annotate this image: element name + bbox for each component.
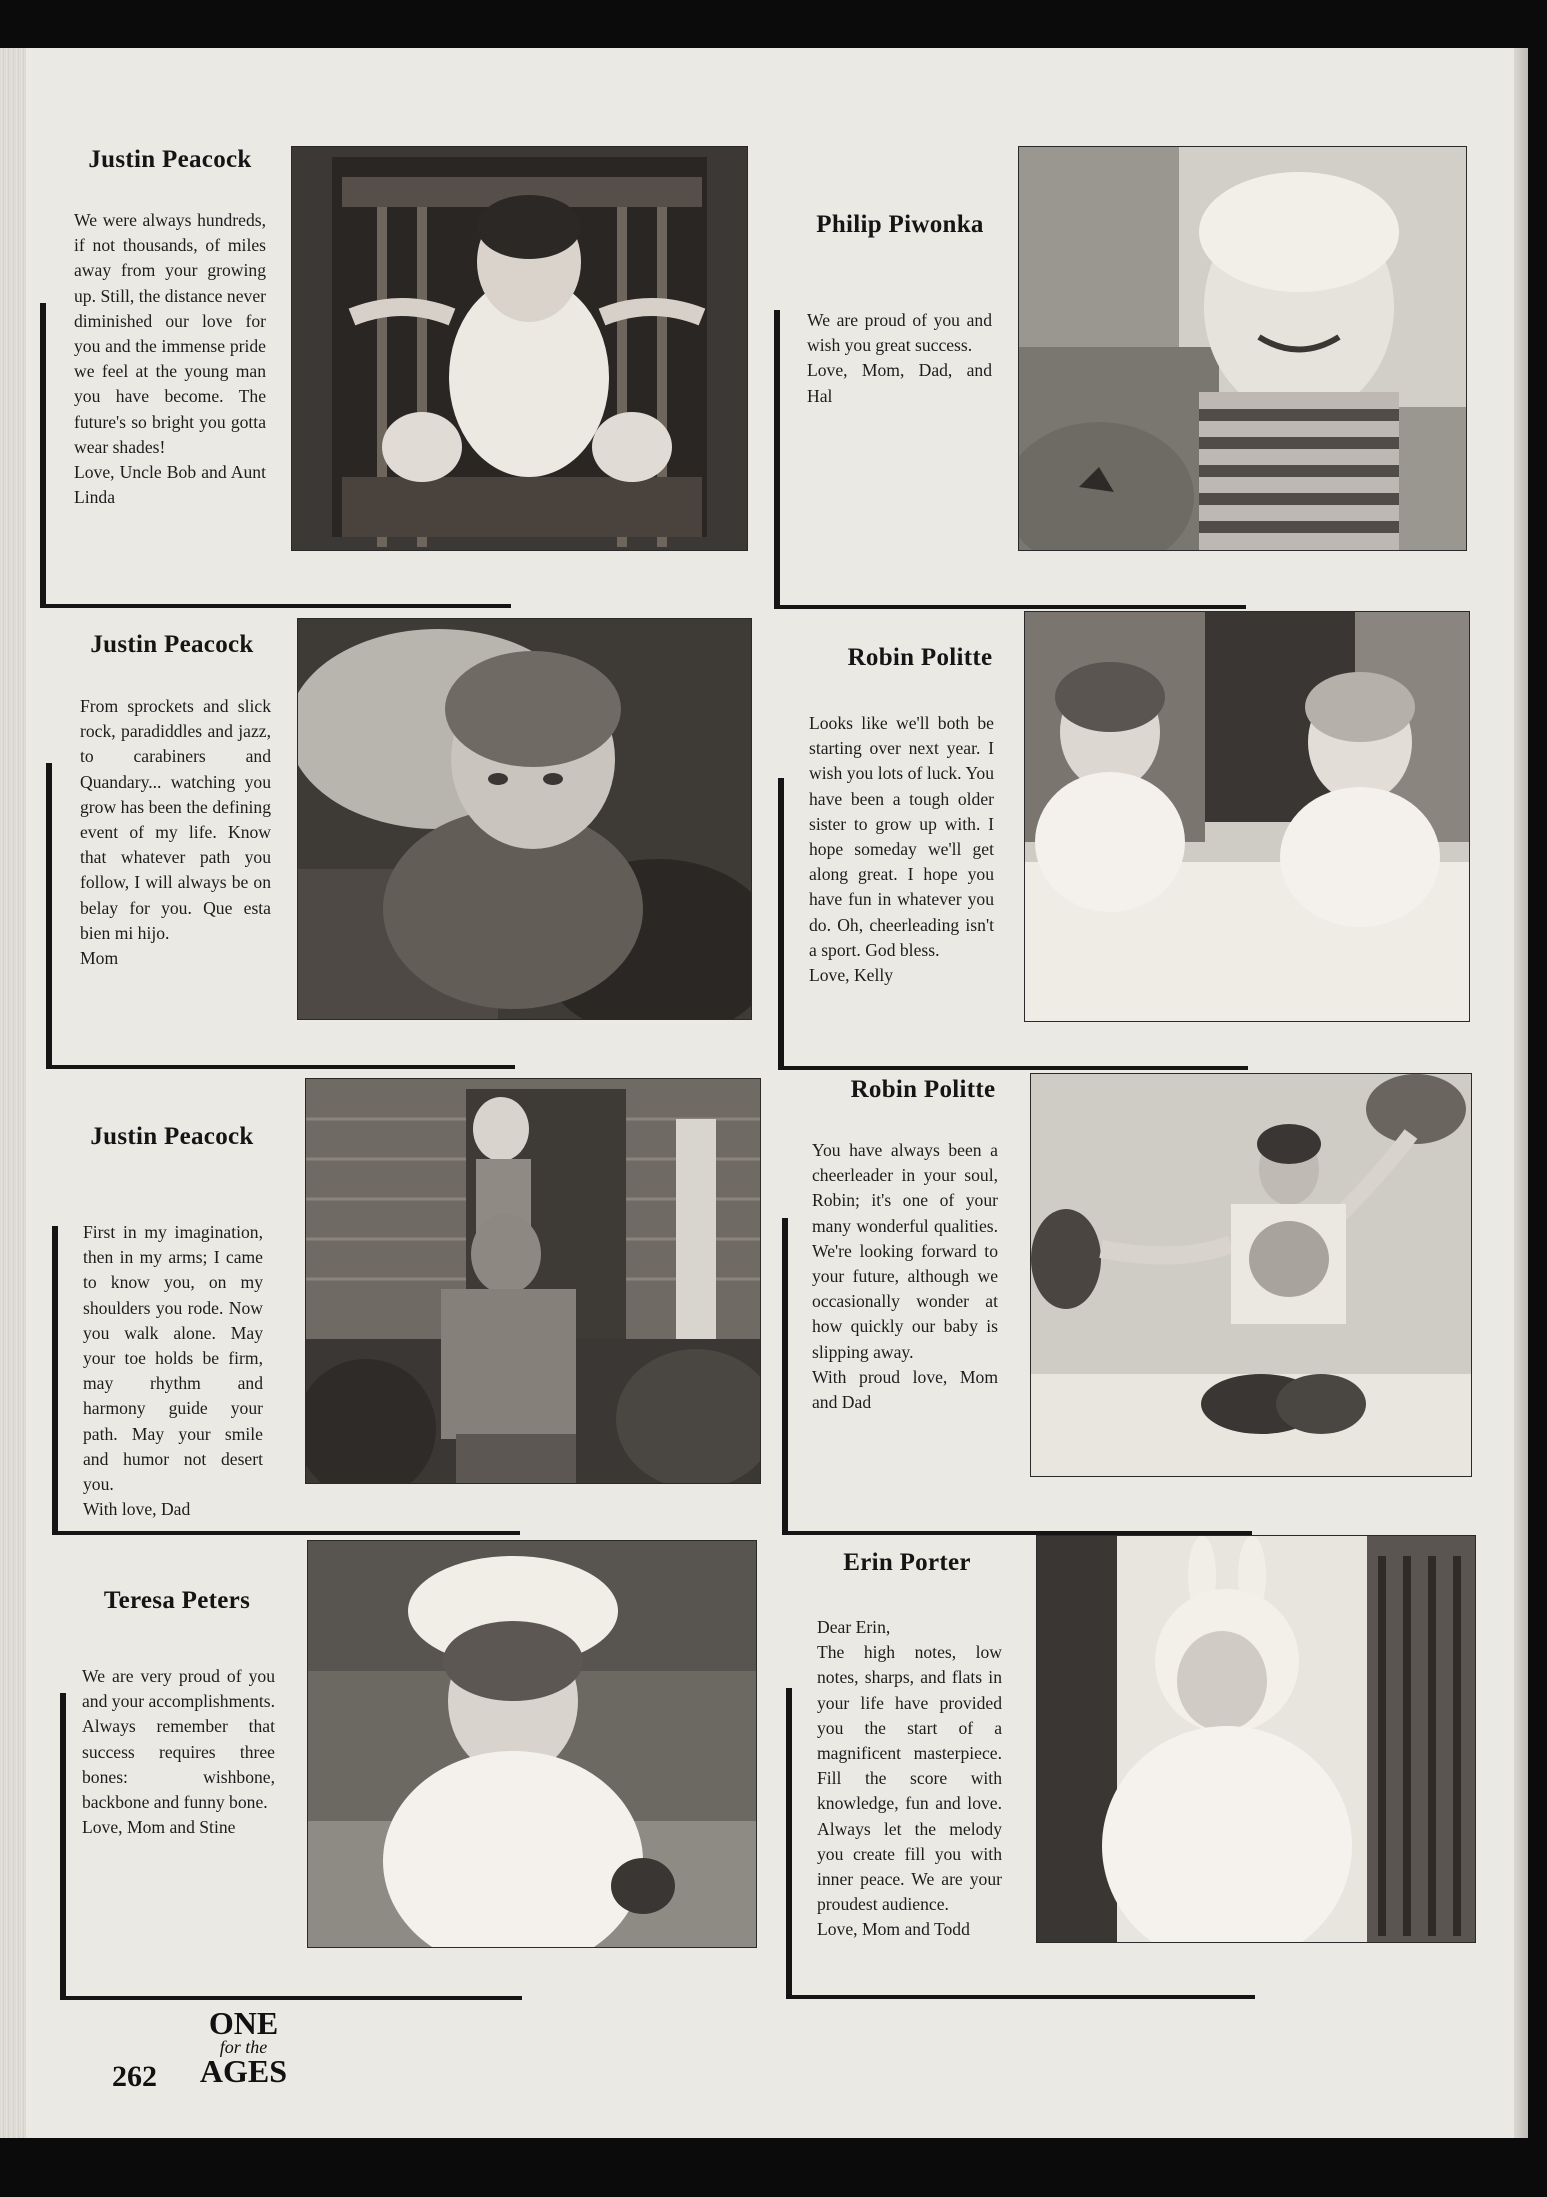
entry-message: We were always hundreds, if not thousands, of miles away from your growing up. Still, the distance never diminished our love for you and the immense pride we feel at the young man you have become. The future's so bright you gotta wear shades! Love, Uncle Bob and Aunt Linda <box>74 210 266 508</box>
one-for-the-ages-logo <box>186 2005 301 2089</box>
entry-name: Erin Porter <box>843 1549 971 1576</box>
entry-name: Philip Piwonka <box>816 211 984 238</box>
entry-message: From sprockets and slick rock, paradiddles and jazz, to carabiners and Quandary... watching you grow has been the defining event of my life. Know that whatever path you follow, I will always be on belay for you. Que esta bien mi hijo. Mom <box>80 696 271 969</box>
logo-line-one: ONE <box>208 2005 279 2041</box>
page-spine <box>1514 48 1528 2138</box>
yearbook-page <box>0 48 1528 2138</box>
toddler-with-rock-photo <box>297 618 752 1020</box>
entry-name: Justin Peacock <box>90 1123 254 1150</box>
entry-message: We are very proud of you and your accomplishments. Always remember that success requires three bones: wishbone, backbone and funny bone. Love, Mom and Stine <box>82 1666 275 1838</box>
entry-message: First in my imagination, then in my arms; I came to know you, on my shoulders you rode. Now you walk alone. May your toe holds be firm, may rhythm and harmony guide your path. May your smile and humor not desert you. With love, Dad <box>83 1222 263 1520</box>
entry-message: You have always been a cheerleader in your soul, Robin; it's one of your many wonderful qualities. We're looking forward to your future, although we occasionally wonder at how quickly our baby is slipping away. With proud love, Mom and Dad <box>812 1140 998 1413</box>
entry-message: Looks like we'll both be starting over next year. I wish you lots of luck. You have been a tough older sister to grow up with. I hope someday we'll get along great. I hope you have fun in whatever you do. Oh, cheerleading isn't a sport. God bless. Love, Kelly <box>809 713 994 986</box>
smiling-boy-photo <box>1018 146 1467 551</box>
cheerleader-photo <box>1030 1073 1472 1477</box>
entry-name: Robin Politte <box>847 644 993 671</box>
baby-in-chair-photo <box>291 146 748 551</box>
page-number: 262 <box>112 2060 157 2093</box>
entry-message: We are proud of you and wish you great success. Love, Mom, Dad, and Hal <box>807 310 992 406</box>
girl-in-bonnet-photo <box>307 1540 757 1948</box>
entry-name: Justin Peacock <box>90 631 254 658</box>
logo-line-for-the: for the <box>219 2037 268 2057</box>
entry-message: Dear Erin, The high notes, low notes, sharps, and flats in your life have provided you the start of a magnificent masterpiece. Fill the score with knowledge, fun and love. Always let the melody you create fill you with inner peace. We are your proudest audience. Love, Mom and Todd <box>817 1617 1002 1940</box>
two-girls-photo <box>1024 611 1470 1022</box>
entry-name: Justin Peacock <box>88 146 252 173</box>
logo-line-ages: AGES <box>199 2053 288 2089</box>
page-edge <box>0 48 26 2138</box>
entry-name: Teresa Peters <box>103 1587 251 1614</box>
child-in-bunny-costume-photo <box>1036 1535 1476 1943</box>
entry-name: Robin Politte <box>850 1076 996 1103</box>
father-son-shoulders-photo <box>305 1078 761 1484</box>
